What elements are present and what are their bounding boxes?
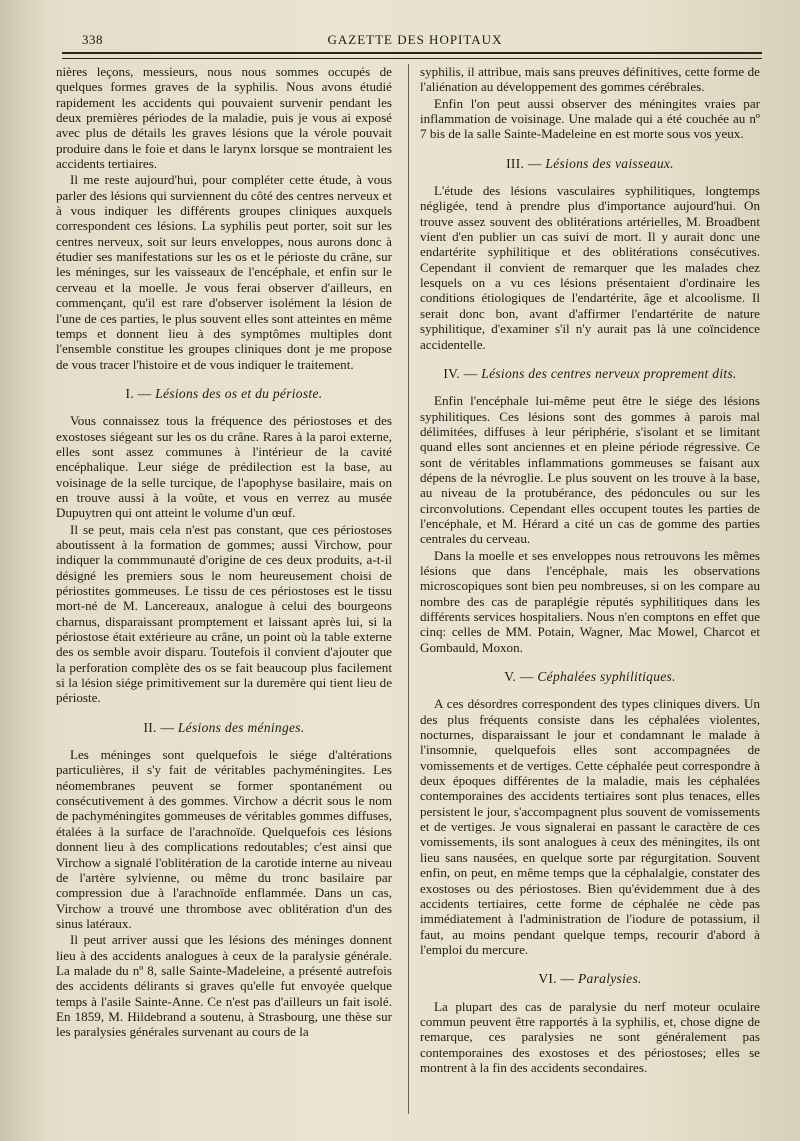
- section-heading-3: [420, 156, 760, 171]
- paragraph: Les méninges sont quelquefois le siége d'altérations particulières, il s'y fait de véritables pachyméningites. Les néomembranes peuvent se former spontanément ou consécutivement à des gommes. Virchow a décrit sous le nom de pachyméningites gommeuses de véritables gommes diffuses, étalées à la surface de l'arachnoïde. Quelquefois ces lésions donnent lieu à des complications redoutables; c'est ainsi que Virchow a signalé l'oblitération de la carotide interne au niveau de l'artère sylvienne, ou même du tronc basilaire par compression due à l'arachnoïde enflammée. Dans un cas, Virchow a trouvé une thrombose avec oblitération d'un des sinus latéraux.: [56, 747, 392, 931]
- paragraph: L'étude des lésions vasculaires syphilitiques, longtemps négligée, tend à prendre plus d'importance aujourd'hui. On trouve assez souvent des oblitérations artérielles, M. Broadbent vient d'en publier un cas suivi de mort. Il y aurait donc une endartérite syphilitique et des oblitérations consécutives. Cependant il convient de remarquer que les malades chez lesquels on a vu ces lésions présentaient d'ordinaire les conditions étiologiques de l'endartérite, âge et alcoolisme. Il serait donc bon, avant d'affirmer l'endartérite de nature syphilitique, d'examiner s'il n'y aurait pas là une coïncidence accidentelle.: [420, 183, 760, 352]
- section-number: II. —: [143, 719, 175, 735]
- paragraph: Enfin l'on peut aussi observer des méningites vraies par inflammation de voisinage. Une malade qui a été couchée au nº 7 bis de la salle Sainte-Madeleine en est morte sous vos yeux.: [420, 95, 760, 142]
- paragraph: La plupart des cas de paralysie du nerf moteur oculaire commun peuvent être rapportés à la syphilis, et, chose digne de remarque, ces paralysies ne sont généralement pas contemporaines des exostoses et des périostoses; elles se montrent à la fin des accidents secondaires.: [420, 998, 760, 1075]
- running-title: GAZETTE DES HOPITAUX: [327, 32, 503, 47]
- section-heading-5: [420, 669, 760, 684]
- section-heading-2: [56, 720, 392, 735]
- paragraph: Il se peut, mais cela n'est pas constant, que ces périostoses aboutissent à la formation de gommes; aussi Virchow, pour indiquer la commmunauté d'origine de ces deux produits, a-t-il désigné les premiers sous le nom heureusement choisi de périostites gommeuses. Le tissu de ces périostoses est le tissu mort-né de M. Lancereaux, analogue à celui des bourgeons charnus, disparaissant promptement et laissant après lui, si la périostose était extérieure au crâne, un point où la table externe des os semble avoir disparu. Toutefois il convient d'ajouter que la perforation complète des os se fait beaucoup plus facilement si la lésion siége primitivement sur la duremère qui tient lieu de périoste.: [56, 521, 392, 706]
- section-title: Lésions des vaisseaux.: [545, 155, 674, 171]
- paragraph: Vous connaissez tous la fréquence des périostoses et des exostoses siégeant sur les os du crâne. Rares à la paroi externe, elles sont assez communes à l'intérieur de la cavité encéphalique. Leur siége de prédilection est la base, au voisinage de la selle turcique, de l'apophyse basilaire, mais on en trouve aussi à la voûte, et vous en verrez au musée Dupuytren qui ont atteint le volume d'un œuf.: [56, 413, 392, 521]
- paragraph: Il me reste aujourd'hui, pour compléter cette étude, à vous parler des lésions qui surviennent du côté des centres nerveux et à vous indiquer les différents groupes cliniques auxquels correspondent ces lésions. La syphilis peut porter, soit sur les centres nerveux, soit sur leurs enveloppes, nous aurons donc à étudier ses manifestations sur les os et le périoste du crâne, sur les méninges, sur les vaisseaux de l'encéphale, et enfin sur le cerveau et la moelle. Je vous ferai observer d'ailleurs, en commençant, qu'il est rare d'observer isolément la lésion de l'une de ces parties, le plus souvent elles sont atteintes en même temps et donnent lieu à des symptômes multiples dont l'ensemble constitue les groupes cliniques dont je me propose de vous tracer l'histoire et de vous indiquer le traitement.: [56, 172, 392, 372]
- section-heading-6: [420, 971, 760, 986]
- section-title: Lésions des centres nerveux proprement dits.: [481, 365, 737, 381]
- section-number: V. —: [504, 669, 534, 685]
- paragraph: syphilis, il attribue, mais sans preuves définitives, cette forme de l'aliénation au développement des gommes cérébrales.: [420, 64, 760, 95]
- column-divider: [408, 64, 409, 1114]
- section-number: IV. —: [443, 365, 478, 381]
- section-heading-1: [56, 386, 392, 401]
- section-number: III. —: [506, 155, 542, 171]
- paragraph: nières leçons, messieurs, nous nous sommes occupés de quelques formes graves de la syphilis. Nous avons étudié rapidement les accidents qui pouvaient survenir pendant les deux premières périodes de la maladie, puis je vous ai exposé avec plus de détails les graves lésions que la vérole pouvait produire dans le foie et dans le larynx lorsque se montraient les accidents tertiaires.: [56, 64, 392, 172]
- paragraph: Enfin l'encéphale lui-même peut être le siége des lésions syphilitiques. Ces lésions sont des gommes à parois mal délimitées, diffuses à leur périphérie, s'isolant et se limitant quand elles sont anciennes et en pleine période régressive. Ce sont de véritables inflammations gommeuses se faisant aux dépens de la névroglie. Le plus souvent on les trouve à la base, au niveau de la protubérance, des pédoncules ou sur les circonvolutions. Cependant elles occupent toutes les parties de l'encéphale, et M. Hérard a cité un cas de gomme des parties centrales du cerveau.: [420, 393, 760, 547]
- right-column: [420, 64, 760, 1075]
- section-title: Lésions des os et du périoste.: [155, 385, 323, 401]
- section-number: VI. —: [538, 971, 575, 987]
- section-title: Céphalées syphilitiques.: [537, 669, 676, 685]
- page-number: 338: [82, 32, 103, 47]
- section-title: Lésions des méninges.: [177, 719, 305, 735]
- paragraph: Dans la moelle et ses enveloppes nous retrouvons les mêmes lésions que dans l'encéphale, mais les observations microscopiques sont bien peu nombreuses, si on les compare au nombre des cas de paraplégie réputés syphilitiques dans les différents services hospitaliers. Nous n'en comptons en effet que cinq: celles de MM. Potain, Wagner, Mac Mowel, Charcot et Gombauld, Moxon.: [420, 547, 760, 655]
- section-number: I. —: [125, 385, 152, 401]
- section-title: Paralysies.: [578, 971, 642, 987]
- paragraph: A ces désordres correspondent des types cliniques divers. Un des plus fréquents consiste dans les céphalées violentes, nocturnes, disparaissant le jour et condamnant le malade à l'insomnie, quelquefois elles sont accompagnées de vomissements et de vertiges. Cette céphalée peut correspondre à deux époques différentes de la maladie, mais les céphalées contemporaines des accidents tertiaires sont plus tenaces, elles persistent le jour, s'accompagnent plus souvent de vomissements et de vertiges. Je vous signalerai en passant le caractère de ces vomissements, ils sont analogues à ceux des méningites, ils ont lieu sans nausées, en quelque sorte par régurgitation. Souvent enfin, on peut, en même temps que la céphalalgie, constater des exostoses ou des périostoses. Bien qu'évidemment due à des accidents tertiaires, cette forme de céphalée ne cède pas immédiatement à l'administration de l'iodure de potassium, il faut, au moins pendant quelque temps, recourir d'abord à l'emploi du mercure.: [420, 696, 760, 957]
- paragraph: Il peut arriver aussi que les lésions des méninges donnent lieu à des accidents analogues à ceux de la paralysie générale. La malade du nº 8, salle Sainte-Madeleine, a présenté autrefois des accidents délirants si graves qu'elle fut envoyée quelque temps à l'asile Sainte-Anne. Ce n'est pas d'ailleurs un fait isolé. En 1859, M. Hildebrand a soutenu, à Strasbourg, une thèse sur les paralysies générales survenant au cours de la: [56, 932, 392, 1040]
- page-header: [60, 30, 770, 52]
- section-heading-4: [420, 366, 760, 381]
- left-column: [56, 64, 392, 1040]
- header-rule: [62, 52, 762, 59]
